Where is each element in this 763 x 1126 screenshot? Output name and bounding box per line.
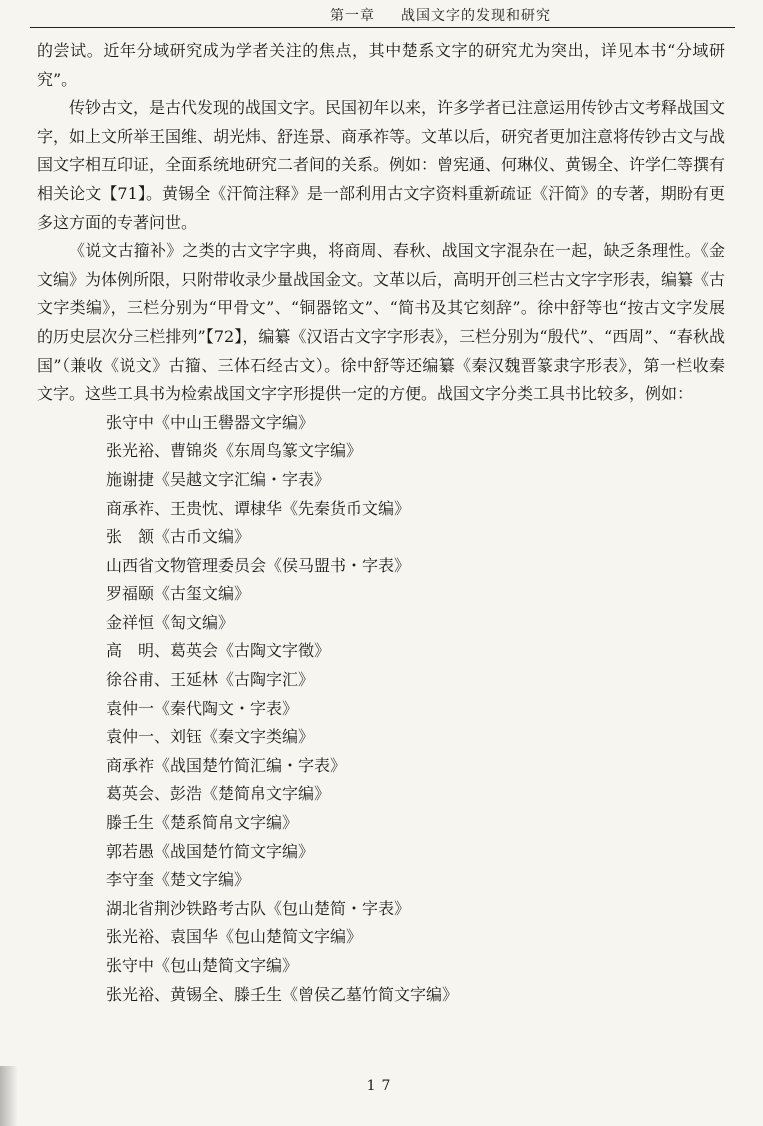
chapter-title: 战国文字的发现和研究	[401, 8, 551, 24]
list-item: 商承祚、王贵忱、谭棣华《先秦货币文编》	[106, 498, 411, 518]
list-item: 张守中《中山王嚳器文字编》	[106, 412, 315, 432]
running-header	[30, 0, 735, 30]
paragraph-continuation: 的尝试。近年分域研究成为学者关注的焦点，其中楚系文字的研究尤为突出，详见本书“分域研究”。	[37, 41, 725, 89]
list-item: 徐谷甫、王延林《古陶字汇》	[106, 670, 315, 690]
list-item: 张 颔《古币文编》	[106, 527, 251, 547]
scan-shadow	[0, 1066, 18, 1126]
list-item: 李守奎《楚文字编》	[106, 870, 251, 890]
list-item: 施谢捷《吴越文字汇编・字表》	[106, 469, 331, 489]
list-item: 葛英会、彭浩《楚简帛文字编》	[106, 784, 331, 804]
paragraph-character-dictionaries: 《说文古籀补》之类的古文字字典，将商周、春秋、战国文字混杂在一起，缺乏条理性。《金文编》为体例所限，只附带收录少量战国金文。文革以后，高明开创三栏古文字字形表，编纂《古文字类编》，三栏分别为“甲骨文”、“铜器铭文”、“简书及其它刻辞”。徐中舒等也“按古文字发展的历史层次分三栏排列”【72】，编纂《汉语古文字字形表》，三栏分别为“殷代”、“西周”、“春秋战国”（兼收《说文》古籀、三体石经古文）。徐中舒等还编纂《秦汉魏晋篆隶字形表》，第一栏收秦文字。这些工具书为检索战国文字字形提供一定的方便。战国文字分类工具书比较多，例如：	[37, 241, 726, 404]
list-item: 郭若愚《战国楚竹简文字编》	[106, 841, 315, 861]
page-number: 17	[366, 1078, 397, 1094]
list-item: 张光裕、曹锦炎《东周鸟篆文字编》	[106, 441, 363, 461]
list-item: 滕壬生《楚系简帛文字编》	[106, 813, 299, 833]
list-item: 高 明、葛英会《古陶文字徵》	[106, 641, 331, 661]
list-item: 山西省文物管理委员会《侯马盟书・字表》	[106, 555, 411, 575]
chapter-label: 第一章	[330, 8, 375, 24]
paragraph-transmitted-ancient-script: 传钞古文，是古代发现的战国文字。民国初年以来，许多学者已注意运用传钞古文考释战国文字，如上文所举王国维、胡光炜、舒连景、商承祚等。文革以后，研究者更加注意将传钞古文与战国文字相互印证，全面系统地研究二者间的关系。例如：曾宪通、何琳仪、黄锡全、许学仁等撰有相关论文【71】。黄锡全《汗简注释》是一部利用古文字资料重新疏证《汗简》的专著，期盼有更多这方面的专著问世。	[37, 98, 726, 232]
list-item: 张光裕、黄锡全、滕壬生《曾侯乙墓竹简文字编》	[106, 984, 459, 1004]
list-item: 张光裕、袁国华《包山楚简文字编》	[106, 927, 363, 947]
list-item: 张守中《包山楚简文字编》	[106, 956, 299, 975]
list-item: 湖北省荆沙铁路考古队《包山楚简・字表》	[106, 898, 411, 918]
list-item: 罗福颐《古玺文编》	[106, 584, 251, 604]
list-item: 商承祚《战国楚竹简汇编・字表》	[106, 755, 347, 775]
page-body	[37, 37, 725, 1009]
list-item: 金祥恒《匋文编》	[106, 612, 235, 632]
list-item: 袁仲一《秦代陶文・字表》	[106, 698, 299, 718]
list-item: 袁仲一、刘钰《秦文字类编》	[106, 727, 315, 747]
header-text	[330, 5, 551, 25]
header-rule	[30, 27, 735, 28]
reference-book-list	[37, 409, 725, 1009]
